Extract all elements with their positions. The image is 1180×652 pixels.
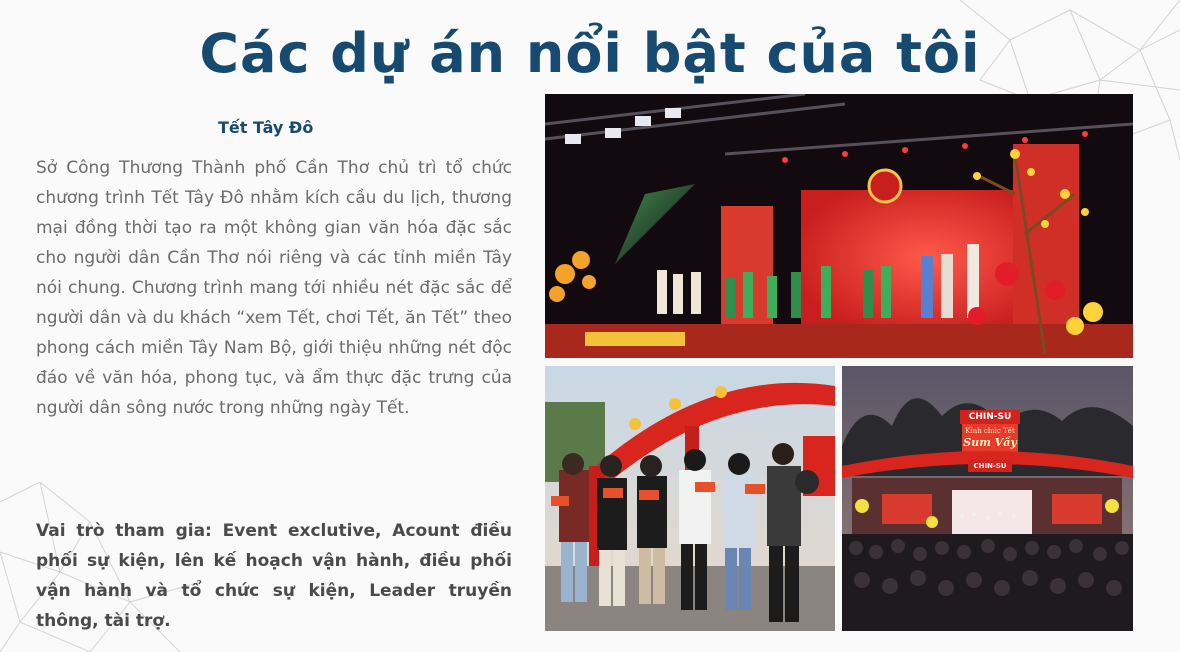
project-name: Tết Tây Đô <box>218 118 314 137</box>
booth-sign-line2: Sum Vầy <box>963 436 1017 449</box>
slide-title: Các dự án nổi bật của tôi <box>199 22 981 85</box>
role-description: Vai trò tham gia: Event exclutive, Acount điều phối sự kiện, lên kế hoạch vận hành, điều phối vận hành và tổ chức sự kiện, Leader truyền thông, tài trợ. <box>36 521 512 631</box>
project-description: Sở Công Thương Thành phố Cần Thơ chủ trì tổ chức chương trình Tết Tây Đô nhằm kích cầu du lịch, thương mại đồng thời tạo ra một không gian văn hóa đặc sắc cho người dân Cần Thơ nói riêng và các tỉnh miền Tây nói chung. Chương trình mang tới nhiều nét đặc sắc để người dân và du khách “xem Tết, chơi Tết, ăn Tết” theo phong cách miền Tây Nam Bộ, giới thiệu những nét độc đáo về văn hóa, phong tục, và ẩm thực đặc trưng của người dân sông nước trong những ngày Tết. <box>36 158 512 418</box>
booth-sign-brand: CHIN-SU <box>968 412 1012 422</box>
stage-performance-photo <box>545 94 1133 358</box>
booth-sign-small: CHIN-SU <box>973 462 1007 470</box>
booth-sign-line1: Kính chúc Tết <box>965 427 1015 435</box>
chinsu-booth-crowd-photo <box>842 366 1133 631</box>
visitors-group-photo <box>545 366 835 631</box>
